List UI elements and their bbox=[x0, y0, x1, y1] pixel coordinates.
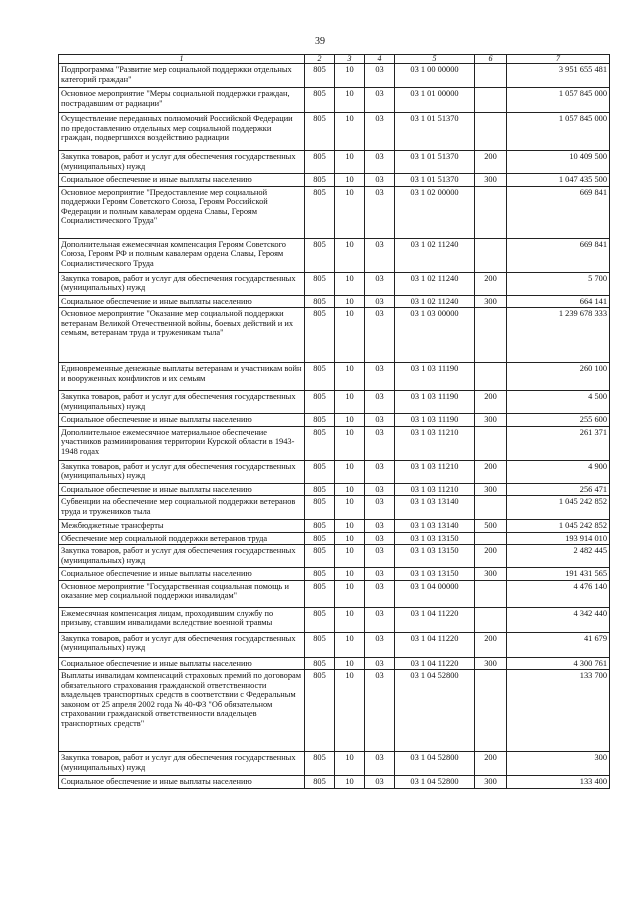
table-row bbox=[59, 414, 610, 427]
target-article-code: 03 1 04 11220 bbox=[395, 657, 475, 670]
amount: 133 700 bbox=[507, 670, 610, 752]
target-article-code: 03 1 02 11240 bbox=[395, 238, 475, 272]
ministry-code: 805 bbox=[305, 113, 335, 151]
subsection-code: 03 bbox=[365, 151, 395, 174]
subsection-code: 03 bbox=[365, 545, 395, 568]
subsection-code: 03 bbox=[365, 580, 395, 607]
section-code: 10 bbox=[335, 568, 365, 581]
target-article-code: 03 1 01 51370 bbox=[395, 113, 475, 151]
expense-type-code bbox=[475, 670, 507, 752]
target-article-code: 03 1 01 51370 bbox=[395, 151, 475, 174]
row-description: Социальное обеспечение и иные выплаты населению bbox=[59, 414, 305, 427]
section-code: 10 bbox=[335, 545, 365, 568]
table-row bbox=[59, 483, 610, 496]
target-article-code: 03 1 04 11220 bbox=[395, 607, 475, 632]
amount: 193 914 010 bbox=[507, 532, 610, 545]
row-description: Основное мероприятие "Предоставление мер социальной поддержки Героям Советского Союза, Героям Российской Федерации и полным кавалерам ордена Славы, Героям Социалистического Труда" bbox=[59, 186, 305, 238]
section-code: 10 bbox=[335, 295, 365, 308]
amount: 4 342 440 bbox=[507, 607, 610, 632]
subsection-code: 03 bbox=[365, 776, 395, 789]
subsection-code: 03 bbox=[365, 238, 395, 272]
section-code: 10 bbox=[335, 186, 365, 238]
target-article-code: 03 1 03 11210 bbox=[395, 483, 475, 496]
target-article-code: 03 1 03 11210 bbox=[395, 460, 475, 483]
table-row bbox=[59, 670, 610, 752]
subsection-code: 03 bbox=[365, 568, 395, 581]
row-description: Закупка товаров, работ и услуг для обеспечения государственных (муниципальных) нужд bbox=[59, 391, 305, 414]
subsection-code: 03 bbox=[365, 752, 395, 776]
ministry-code: 805 bbox=[305, 632, 335, 657]
expense-type-code: 300 bbox=[475, 657, 507, 670]
expense-type-code: 300 bbox=[475, 483, 507, 496]
section-code: 10 bbox=[335, 580, 365, 607]
expense-type-code bbox=[475, 607, 507, 632]
expense-type-code: 300 bbox=[475, 568, 507, 581]
row-description: Дополнительная ежемесячная компенсация Героям Советского Союза, Героям РФ и полным кавалерам ордена Славы, Героям Социалистического Труда bbox=[59, 238, 305, 272]
row-description: Обеспечение мер социальной поддержки ветеранов труда bbox=[59, 532, 305, 545]
target-article-code: 03 1 03 13150 bbox=[395, 545, 475, 568]
row-description: Социальное обеспечение и иные выплаты населению bbox=[59, 174, 305, 187]
ministry-code: 805 bbox=[305, 496, 335, 520]
section-code: 10 bbox=[335, 607, 365, 632]
amount: 2 482 445 bbox=[507, 545, 610, 568]
expense-type-code bbox=[475, 88, 507, 113]
section-code: 10 bbox=[335, 632, 365, 657]
row-description: Социальное обеспечение и иные выплаты населению bbox=[59, 483, 305, 496]
section-code: 10 bbox=[335, 391, 365, 414]
section-code: 10 bbox=[335, 520, 365, 533]
ministry-code: 805 bbox=[305, 238, 335, 272]
target-article-code: 03 1 02 11240 bbox=[395, 272, 475, 295]
ministry-code: 805 bbox=[305, 607, 335, 632]
col-number-3: 3 bbox=[335, 55, 365, 64]
expense-type-code: 200 bbox=[475, 752, 507, 776]
ministry-code: 805 bbox=[305, 657, 335, 670]
amount: 669 841 bbox=[507, 186, 610, 238]
amount: 191 431 565 bbox=[507, 568, 610, 581]
target-article-code: 03 1 00 00000 bbox=[395, 64, 475, 88]
section-code: 10 bbox=[335, 496, 365, 520]
ministry-code: 805 bbox=[305, 64, 335, 88]
subsection-code: 03 bbox=[365, 174, 395, 187]
amount: 1 045 242 852 bbox=[507, 520, 610, 533]
expense-type-code bbox=[475, 186, 507, 238]
expense-type-code: 200 bbox=[475, 391, 507, 414]
table-body bbox=[59, 64, 610, 789]
amount: 5 700 bbox=[507, 272, 610, 295]
table-row bbox=[59, 532, 610, 545]
amount: 41 679 bbox=[507, 632, 610, 657]
row-description: Социальное обеспечение и иные выплаты населению bbox=[59, 568, 305, 581]
section-code: 10 bbox=[335, 64, 365, 88]
ministry-code: 805 bbox=[305, 363, 335, 391]
amount: 4 900 bbox=[507, 460, 610, 483]
amount: 260 100 bbox=[507, 363, 610, 391]
row-description: Межбюджетные трансферты bbox=[59, 520, 305, 533]
ministry-code: 805 bbox=[305, 776, 335, 789]
expense-type-code bbox=[475, 580, 507, 607]
table-row bbox=[59, 426, 610, 460]
amount: 256 471 bbox=[507, 483, 610, 496]
col-number-7: 7 bbox=[507, 55, 610, 64]
subsection-code: 03 bbox=[365, 607, 395, 632]
target-article-code: 03 1 04 11220 bbox=[395, 632, 475, 657]
ministry-code: 805 bbox=[305, 483, 335, 496]
expense-type-code bbox=[475, 238, 507, 272]
section-code: 10 bbox=[335, 308, 365, 363]
expense-type-code bbox=[475, 113, 507, 151]
ministry-code: 805 bbox=[305, 580, 335, 607]
target-article-code: 03 1 04 52800 bbox=[395, 670, 475, 752]
subsection-code: 03 bbox=[365, 391, 395, 414]
table-row bbox=[59, 545, 610, 568]
expense-type-code: 300 bbox=[475, 414, 507, 427]
subsection-code: 03 bbox=[365, 272, 395, 295]
row-description: Закупка товаров, работ и услуг для обеспечения государственных (муниципальных) нужд bbox=[59, 272, 305, 295]
ministry-code: 805 bbox=[305, 308, 335, 363]
row-description: Социальное обеспечение и иные выплаты населению bbox=[59, 657, 305, 670]
ministry-code: 805 bbox=[305, 88, 335, 113]
subsection-code: 03 bbox=[365, 308, 395, 363]
table-row bbox=[59, 238, 610, 272]
ministry-code: 805 bbox=[305, 670, 335, 752]
subsection-code: 03 bbox=[365, 363, 395, 391]
target-article-code: 03 1 03 13140 bbox=[395, 520, 475, 533]
row-description: Субвенции на обеспечение мер социальной поддержки ветеранов труда и тружеников тыла bbox=[59, 496, 305, 520]
target-article-code: 03 1 04 00000 bbox=[395, 580, 475, 607]
row-description: Основное мероприятие "Оказание мер социальной поддержки ветеранам Великой Отечественной войны, боевых действий и их семьям, ветеранам труда и труженикам тыла" bbox=[59, 308, 305, 363]
expense-type-code: 200 bbox=[475, 545, 507, 568]
col-number-2: 2 bbox=[305, 55, 335, 64]
target-article-code: 03 1 04 52800 bbox=[395, 752, 475, 776]
expense-type-code: 300 bbox=[475, 776, 507, 789]
subsection-code: 03 bbox=[365, 113, 395, 151]
row-description: Основное мероприятие "Меры социальной поддержки граждан, пострадавшим от радиации" bbox=[59, 88, 305, 113]
expense-type-code bbox=[475, 308, 507, 363]
section-code: 10 bbox=[335, 272, 365, 295]
table-row bbox=[59, 580, 610, 607]
row-description: Ежемесячная компенсация лицам, проходившим службу по призыву, ставшим инвалидами вследствие военной травмы bbox=[59, 607, 305, 632]
budget-table bbox=[58, 54, 610, 789]
ministry-code: 805 bbox=[305, 752, 335, 776]
ministry-code: 805 bbox=[305, 460, 335, 483]
col-number-1: 1 bbox=[59, 55, 305, 64]
row-description: Дополнительное ежемесячное материальное обеспечение участников разминирования территории Курской области в 1943-1948 годах bbox=[59, 426, 305, 460]
row-description: Закупка товаров, работ и услуг для обеспечения государственных (муниципальных) нужд bbox=[59, 151, 305, 174]
table-row bbox=[59, 776, 610, 789]
table-row bbox=[59, 308, 610, 363]
table-row bbox=[59, 391, 610, 414]
expense-type-code: 200 bbox=[475, 460, 507, 483]
expense-type-code: 300 bbox=[475, 295, 507, 308]
subsection-code: 03 bbox=[365, 295, 395, 308]
section-code: 10 bbox=[335, 414, 365, 427]
amount: 4 476 140 bbox=[507, 580, 610, 607]
subsection-code: 03 bbox=[365, 496, 395, 520]
table-row bbox=[59, 272, 610, 295]
amount: 10 409 500 bbox=[507, 151, 610, 174]
ministry-code: 805 bbox=[305, 532, 335, 545]
expense-type-code bbox=[475, 426, 507, 460]
subsection-code: 03 bbox=[365, 460, 395, 483]
row-description: Закупка товаров, работ и услуг для обеспечения государственных (муниципальных) нужд bbox=[59, 632, 305, 657]
amount: 4 300 761 bbox=[507, 657, 610, 670]
row-description: Основное мероприятие "Государственная социальная помощь и оказание мер социальной поддержки инвалидам" bbox=[59, 580, 305, 607]
target-article-code: 03 1 03 11190 bbox=[395, 391, 475, 414]
ministry-code: 805 bbox=[305, 520, 335, 533]
target-article-code: 03 1 03 13150 bbox=[395, 532, 475, 545]
subsection-code: 03 bbox=[365, 532, 395, 545]
row-description: Закупка товаров, работ и услуг для обеспечения государственных (муниципальных) нужд bbox=[59, 460, 305, 483]
table-row bbox=[59, 174, 610, 187]
row-description: Выплаты инвалидам компенсаций страховых премий по договорам обязательного страхования гражданской ответственности владельцев транспортных средств в соответствии с Федеральным законом от 25 апреля 2002 года № 40-ФЗ "Об обязательном страховании гражданской ответственности владельцев транспортных средств" bbox=[59, 670, 305, 752]
expense-type-code: 200 bbox=[475, 632, 507, 657]
ministry-code: 805 bbox=[305, 545, 335, 568]
ministry-code: 805 bbox=[305, 186, 335, 238]
subsection-code: 03 bbox=[365, 186, 395, 238]
col-number-5: 5 bbox=[395, 55, 475, 64]
amount: 1 057 845 000 bbox=[507, 88, 610, 113]
row-description: Осуществление переданных полномочий Российской Федерации по предоставлению отдельных мер социальной поддержки граждан, подвергшихся воздействию радиации bbox=[59, 113, 305, 151]
column-number-row bbox=[59, 55, 610, 64]
table-row bbox=[59, 496, 610, 520]
row-description: Закупка товаров, работ и услуг для обеспечения государственных (муниципальных) нужд bbox=[59, 752, 305, 776]
amount: 133 400 bbox=[507, 776, 610, 789]
expense-type-code: 200 bbox=[475, 151, 507, 174]
subsection-code: 03 bbox=[365, 426, 395, 460]
target-article-code: 03 1 03 11190 bbox=[395, 414, 475, 427]
section-code: 10 bbox=[335, 752, 365, 776]
ministry-code: 805 bbox=[305, 272, 335, 295]
target-article-code: 03 1 04 52800 bbox=[395, 776, 475, 789]
expense-type-code: 300 bbox=[475, 174, 507, 187]
amount: 3 951 655 481 bbox=[507, 64, 610, 88]
section-code: 10 bbox=[335, 532, 365, 545]
target-article-code: 03 1 02 11240 bbox=[395, 295, 475, 308]
expense-type-code bbox=[475, 363, 507, 391]
amount: 300 bbox=[507, 752, 610, 776]
ministry-code: 805 bbox=[305, 568, 335, 581]
section-code: 10 bbox=[335, 88, 365, 113]
expense-type-code bbox=[475, 496, 507, 520]
ministry-code: 805 bbox=[305, 295, 335, 308]
subsection-code: 03 bbox=[365, 670, 395, 752]
row-description: Социальное обеспечение и иные выплаты населению bbox=[59, 776, 305, 789]
target-article-code: 03 1 03 11190 bbox=[395, 363, 475, 391]
page-number: 39 bbox=[315, 36, 325, 47]
section-code: 10 bbox=[335, 238, 365, 272]
subsection-code: 03 bbox=[365, 64, 395, 88]
table-row bbox=[59, 607, 610, 632]
subsection-code: 03 bbox=[365, 632, 395, 657]
subsection-code: 03 bbox=[365, 520, 395, 533]
amount: 261 371 bbox=[507, 426, 610, 460]
amount: 1 057 845 000 bbox=[507, 113, 610, 151]
ministry-code: 805 bbox=[305, 174, 335, 187]
row-description: Закупка товаров, работ и услуг для обеспечения государственных (муниципальных) нужд bbox=[59, 545, 305, 568]
target-article-code: 03 1 03 13140 bbox=[395, 496, 475, 520]
section-code: 10 bbox=[335, 657, 365, 670]
section-code: 10 bbox=[335, 776, 365, 789]
table-row bbox=[59, 363, 610, 391]
target-article-code: 03 1 01 51370 bbox=[395, 174, 475, 187]
target-article-code: 03 1 01 00000 bbox=[395, 88, 475, 113]
amount: 664 141 bbox=[507, 295, 610, 308]
section-code: 10 bbox=[335, 670, 365, 752]
section-code: 10 bbox=[335, 113, 365, 151]
expense-type-code bbox=[475, 532, 507, 545]
table-row bbox=[59, 295, 610, 308]
target-article-code: 03 1 03 00000 bbox=[395, 308, 475, 363]
col-number-6: 6 bbox=[475, 55, 507, 64]
amount: 255 600 bbox=[507, 414, 610, 427]
table-row bbox=[59, 460, 610, 483]
amount: 1 239 678 333 bbox=[507, 308, 610, 363]
target-article-code: 03 1 03 11210 bbox=[395, 426, 475, 460]
subsection-code: 03 bbox=[365, 88, 395, 113]
expense-type-code: 500 bbox=[475, 520, 507, 533]
row-description: Социальное обеспечение и иные выплаты населению bbox=[59, 295, 305, 308]
table-row bbox=[59, 113, 610, 151]
row-description: Подпрограмма "Развитие мер социальной поддержки отдельных категорий граждан" bbox=[59, 64, 305, 88]
table-row bbox=[59, 151, 610, 174]
table-row bbox=[59, 752, 610, 776]
expense-type-code bbox=[475, 64, 507, 88]
table-row bbox=[59, 88, 610, 113]
table-row bbox=[59, 64, 610, 88]
amount: 4 500 bbox=[507, 391, 610, 414]
table-row bbox=[59, 520, 610, 533]
table-row bbox=[59, 657, 610, 670]
col-number-4: 4 bbox=[365, 55, 395, 64]
section-code: 10 bbox=[335, 363, 365, 391]
subsection-code: 03 bbox=[365, 414, 395, 427]
table-row bbox=[59, 632, 610, 657]
section-code: 10 bbox=[335, 174, 365, 187]
target-article-code: 03 1 02 00000 bbox=[395, 186, 475, 238]
ministry-code: 805 bbox=[305, 151, 335, 174]
subsection-code: 03 bbox=[365, 483, 395, 496]
target-article-code: 03 1 03 13150 bbox=[395, 568, 475, 581]
section-code: 10 bbox=[335, 151, 365, 174]
section-code: 10 bbox=[335, 426, 365, 460]
section-code: 10 bbox=[335, 483, 365, 496]
amount: 1 047 435 500 bbox=[507, 174, 610, 187]
section-code: 10 bbox=[335, 460, 365, 483]
ministry-code: 805 bbox=[305, 426, 335, 460]
table-row bbox=[59, 186, 610, 238]
amount: 1 045 242 852 bbox=[507, 496, 610, 520]
row-description: Единовременные денежные выплаты ветеранам и участникам войн и вооруженных конфликтов и их семьям bbox=[59, 363, 305, 391]
table-row bbox=[59, 568, 610, 581]
ministry-code: 805 bbox=[305, 391, 335, 414]
expense-type-code: 200 bbox=[475, 272, 507, 295]
subsection-code: 03 bbox=[365, 657, 395, 670]
amount: 669 841 bbox=[507, 238, 610, 272]
ministry-code: 805 bbox=[305, 414, 335, 427]
